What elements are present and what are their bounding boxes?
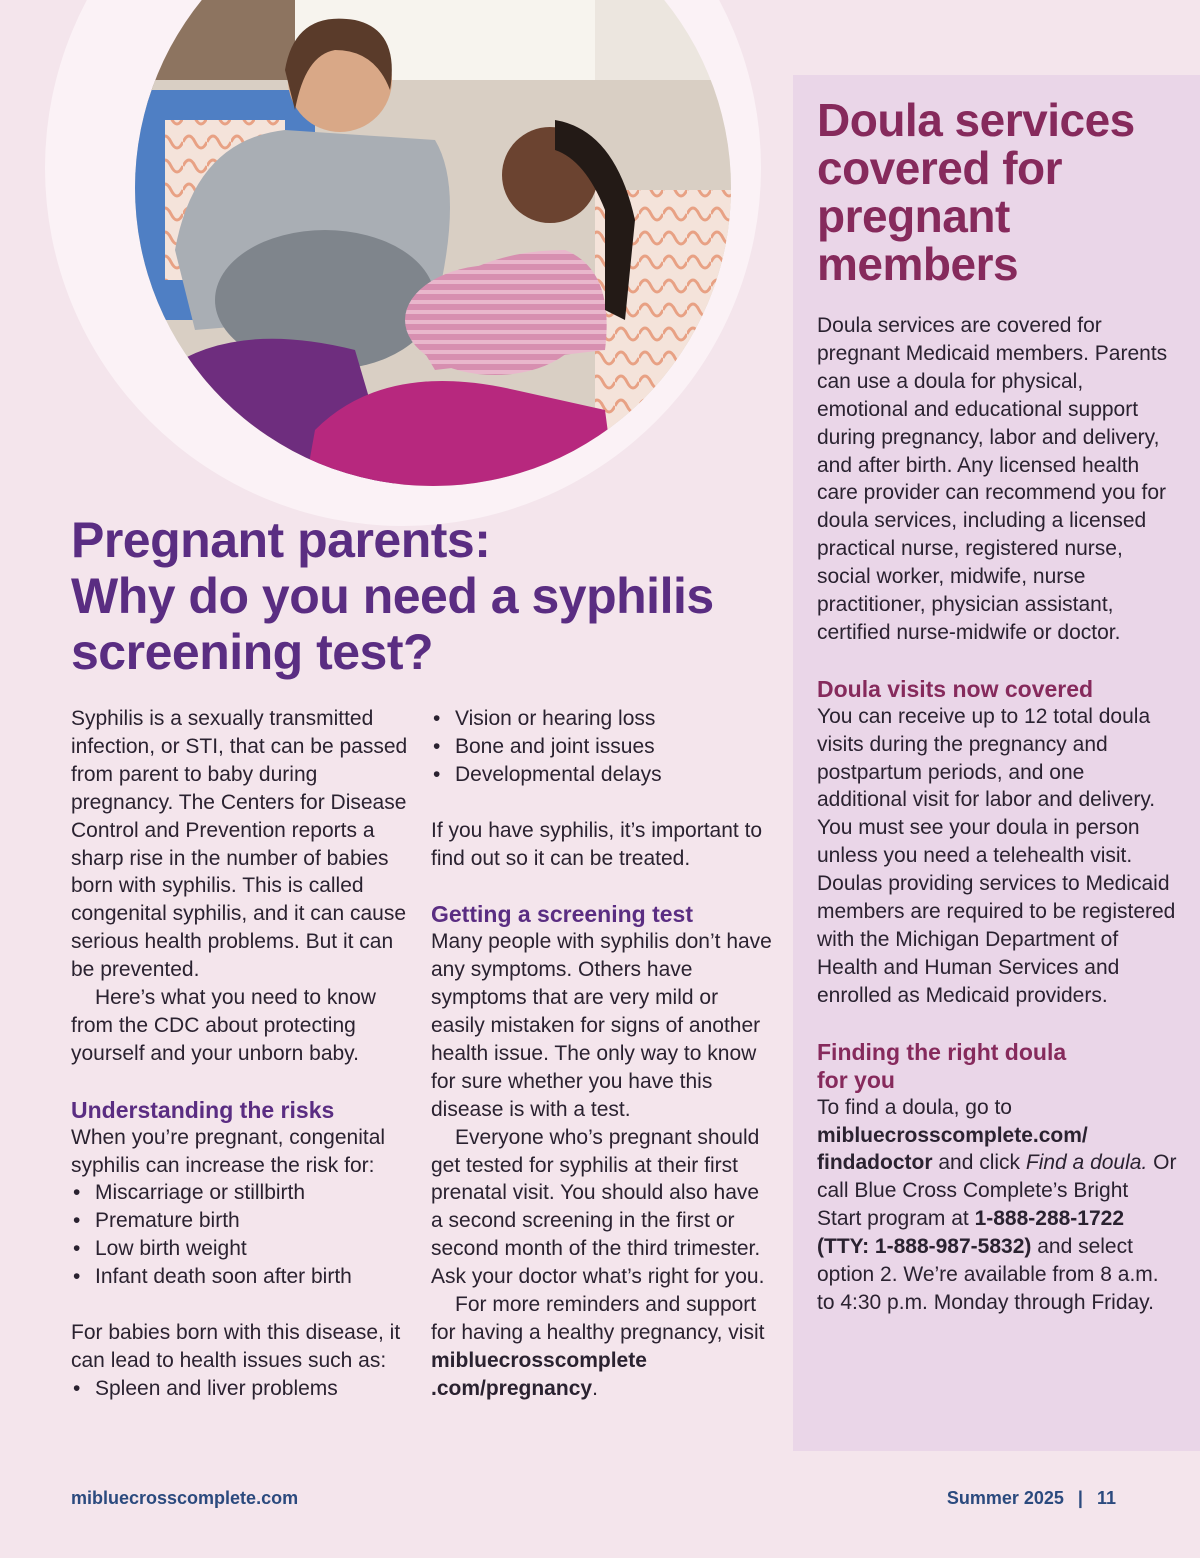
sidebar-title-line-3: pregnant (817, 190, 1010, 242)
risks-heading: Understanding the risks (71, 1096, 335, 1123)
sidebar-title-line-2: covered for (817, 142, 1063, 194)
finding-call: Or call Blue Cross Complete’s Bright Start program at (817, 1151, 1177, 1231)
screening-heading: Getting a screening test (431, 901, 694, 928)
list-item: • Developmental delays (431, 761, 776, 789)
page-number: 11 (1096, 1488, 1116, 1508)
link-period: . (592, 1376, 598, 1400)
finding-heading-line-1: Finding the right doula (817, 1038, 1067, 1065)
risks-intro: When you’re pregnant, congenital syphilis can increase the risk for: (71, 1125, 386, 1177)
babies-list-continued (431, 705, 776, 789)
finding-heading (817, 1038, 1177, 1094)
finding-pre: To find a doula, go to (817, 1095, 1012, 1119)
babies-list (71, 1375, 416, 1403)
sidebar-title (817, 96, 1177, 288)
important-paragraph: If you have syphilis, it’s important to find out so it can be treated. (431, 818, 763, 870)
screening-paragraph-3: For more reminders and support for having a healthy pregnancy, visit (431, 1293, 765, 1344)
main-title-line-3: screening test? (71, 624, 434, 680)
babies-intro: For babies born with this disease, it can lead to health issues such as: (71, 1321, 401, 1372)
pregnancy-link[interactable] (431, 1347, 776, 1403)
visits-heading: Doula visits now covered (817, 675, 1094, 702)
main-title (71, 512, 791, 680)
list-item: • Vision or hearing loss (431, 705, 776, 733)
pregnancy-link-line-1[interactable]: mibluecrosscomplete (431, 1348, 647, 1372)
sidebar-paragraph-1: Doula services are covered for pregnant Medicaid members. Parents can use a doula for physical, emotional and educational support during pregnancy, labor and delivery, and after birth. Any licensed health care provider can recommend you for doula services, including a licensed practical nurse, registered nurse, social worker, midwife, nurse practitioner, physician assistant, certified nurse-midwife or doctor. (817, 314, 1168, 644)
sidebar-body (817, 312, 1177, 1317)
list-item: • Miscarriage or stillbirth (71, 1179, 416, 1207)
article-column-2 (431, 705, 776, 1403)
list-item: • Spleen and liver problems (71, 1375, 416, 1403)
finding-mid: and click (932, 1151, 1026, 1175)
sidebar-title-line-1: Doula services (817, 94, 1135, 146)
list-item: • Infant death soon after birth (71, 1263, 416, 1291)
footer-issue (947, 1488, 1116, 1509)
footer-separator: | (1077, 1488, 1083, 1508)
findadoctor-link-line-1[interactable]: mibluecrosscomplete.com/ (817, 1123, 1088, 1147)
intro-paragraph: Syphilis is a sexually transmitted infection, or STI, that can be passed from parent to baby during pregnancy. The Centers for Disease Control and Prevention reports a sharp rise in the number of babies born with syphilis. This is called congenital syphilis, and it can cause serious health problems. But it can be prevented. (71, 707, 408, 982)
issue-label: Summer 2025 (946, 1488, 1064, 1508)
screening-paragraph-2: Everyone who’s pregnant should get tested for syphilis at their first prenatal visit. You should also have a second screening in the first or second month of the third trimester. Ask your doctor what’s right for you. (431, 1125, 765, 1289)
finding-heading-line-2: for you (817, 1066, 895, 1093)
intro-paragraph-2: Here’s what you need to know from the CDC about protecting yourself and your unborn baby. (71, 986, 376, 1065)
visits-paragraph: You can receive up to 12 total doula visits during the pregnancy and postpartum periods, and one additional visit for labor and delivery. You must see your doula in person unless you need a telehealth visit. Doulas providing services to Medicaid members are required to be registered with the Michigan Department of Health and Human Services and enrolled as Medicaid providers. (817, 704, 1176, 1007)
footer-site-link[interactable]: mibluecrosscomplete.com (71, 1488, 299, 1508)
list-item: • Premature birth (71, 1207, 416, 1235)
finding-end: and select option 2. We’re available from 8 a.m. to 4:30 p.m. Monday through Friday. (817, 1235, 1159, 1314)
findadoctor-link-line-2[interactable]: findadoctor (817, 1151, 933, 1175)
sidebar-title-line-4: members (817, 238, 1019, 290)
finding-paragraph (817, 1094, 1177, 1317)
screening-paragraph-1: Many people with syphilis don’t have any symptoms. Others have symptoms that are very mild or easily mistaken for signs of another health issue. The only way to know for sure whether you have this disease is with a test. (431, 930, 772, 1121)
risks-list (71, 1179, 416, 1291)
list-item: • Bone and joint issues (431, 733, 776, 761)
find-a-doula-label: Find a doula. (1025, 1151, 1148, 1175)
main-title-line-2: Why do you need a syphilis (71, 568, 714, 624)
phone-number[interactable]: 1-888-288-1722 (TTY: 1-888-987-5832) (817, 1207, 1125, 1259)
main-title-line-1: Pregnant parents: (71, 512, 491, 568)
article-column-1 (71, 705, 416, 1403)
pregnancy-link-line-2[interactable]: .com/pregnancy (431, 1376, 593, 1400)
list-item: • Low birth weight (71, 1235, 416, 1263)
